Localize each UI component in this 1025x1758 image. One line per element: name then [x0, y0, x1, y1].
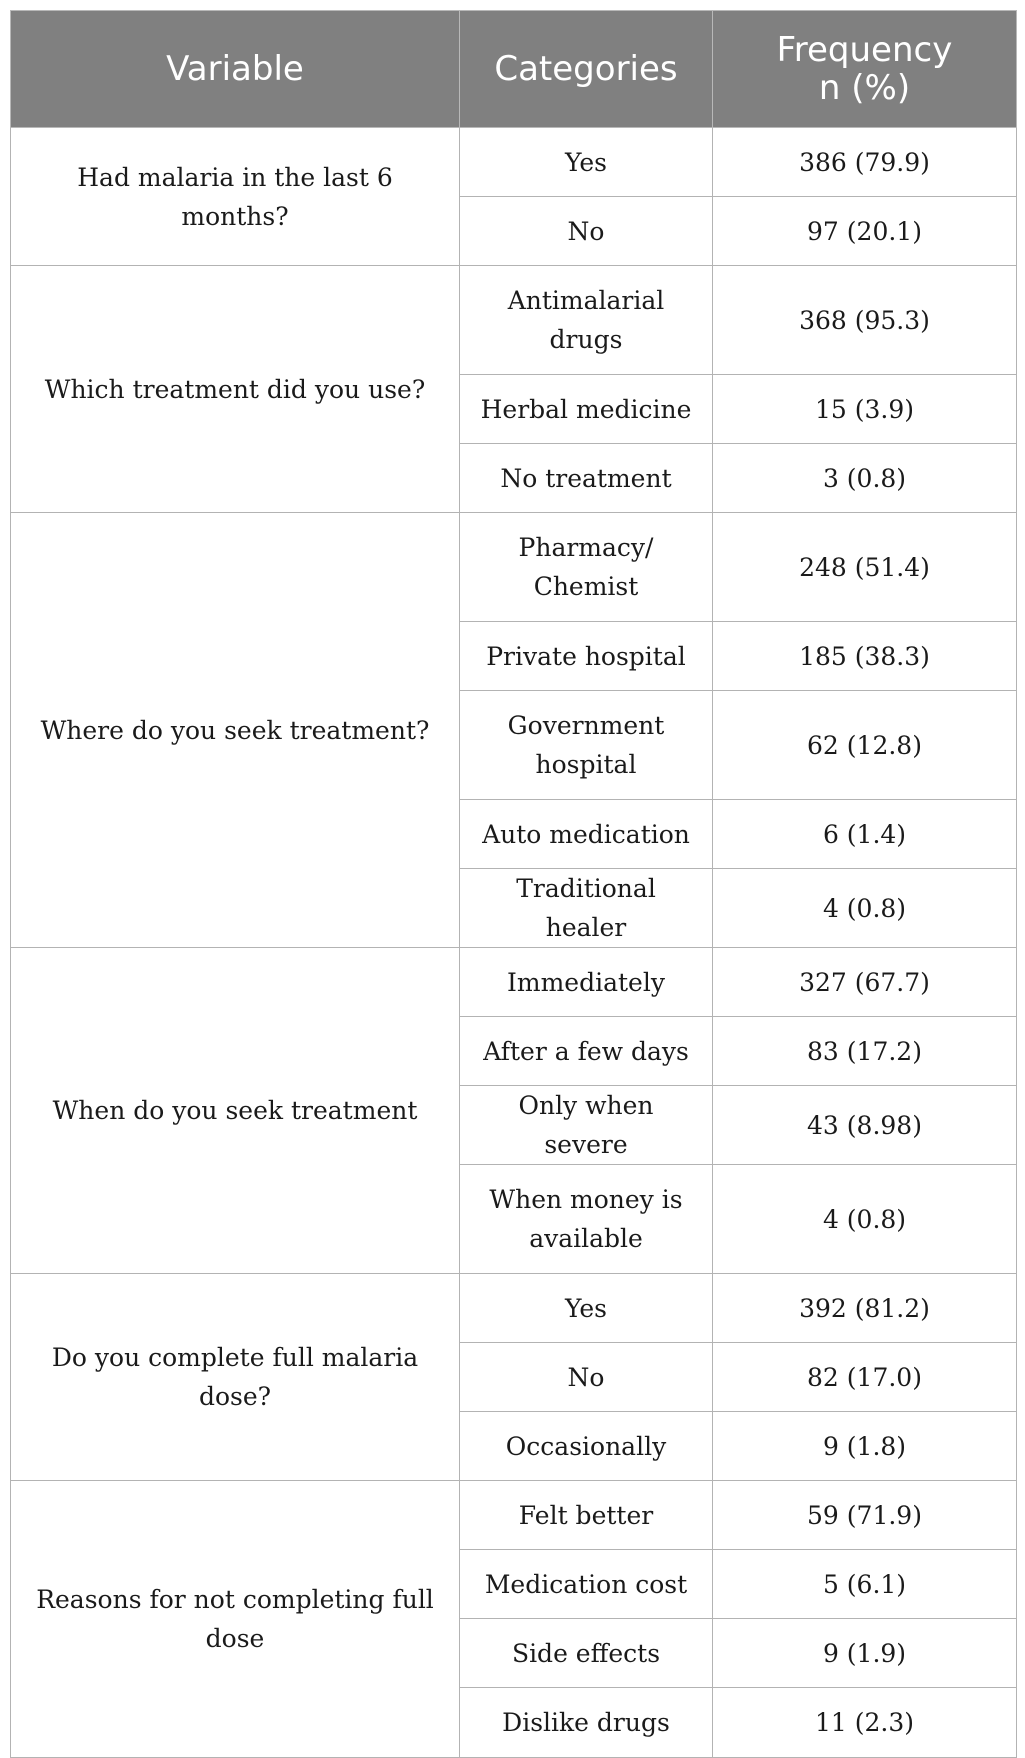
frequency-cell: 5 (6.1): [713, 1550, 1017, 1619]
header-variable: Variable: [11, 11, 460, 128]
table-body: [11, 128, 1017, 1758]
variable-cell: Had malaria in the last 6 months?: [11, 128, 460, 266]
frequency-cell: 368 (95.3): [713, 266, 1017, 375]
category-cell: No: [460, 1343, 713, 1412]
frequency-cell: 15 (3.9): [713, 375, 1017, 444]
category-cell: Herbal medicine: [460, 375, 713, 444]
variable-cell: Where do you seek treatment?: [11, 513, 460, 948]
frequency-cell: 82 (17.0): [713, 1343, 1017, 1412]
variable-cell: Reasons for not completing full dose: [11, 1481, 460, 1758]
frequency-cell: 4 (0.8): [713, 1165, 1017, 1274]
frequency-cell: 327 (67.7): [713, 948, 1017, 1017]
frequency-cell: 4 (0.8): [713, 869, 1017, 948]
category-cell: Side effects: [460, 1619, 713, 1688]
table-row: [11, 266, 1017, 375]
frequency-cell: 386 (79.9): [713, 128, 1017, 197]
table-row: [11, 513, 1017, 622]
frequency-cell: 9 (1.9): [713, 1619, 1017, 1688]
frequency-cell: 392 (81.2): [713, 1274, 1017, 1343]
category-cell: No treatment: [460, 444, 713, 513]
category-cell: Yes: [460, 128, 713, 197]
category-cell: No: [460, 197, 713, 266]
frequency-cell: 43 (8.98): [713, 1086, 1017, 1165]
category-cell: Felt better: [460, 1481, 713, 1550]
category-cell: Medication cost: [460, 1550, 713, 1619]
frequency-cell: 185 (38.3): [713, 622, 1017, 691]
frequency-cell: 248 (51.4): [713, 513, 1017, 622]
table-row: [11, 1481, 1017, 1550]
category-cell: Occasionally: [460, 1412, 713, 1481]
header-row: [11, 11, 1017, 128]
category-cell: Pharmacy/ Chemist: [460, 513, 713, 622]
category-cell: Immediately: [460, 948, 713, 1017]
table-row: [11, 128, 1017, 197]
variable-cell: When do you seek treatment: [11, 948, 460, 1274]
frequency-cell: 6 (1.4): [713, 800, 1017, 869]
category-cell: When money is available: [460, 1165, 713, 1274]
header-frequency: Frequency n (%): [713, 11, 1017, 128]
category-cell: After a few days: [460, 1017, 713, 1086]
header-categories: Categories: [460, 11, 713, 128]
frequency-cell: 11 (2.3): [713, 1688, 1017, 1758]
variable-cell: Which treatment did you use?: [11, 266, 460, 513]
category-cell: Antimalarial drugs: [460, 266, 713, 375]
category-cell: Dislike drugs: [460, 1688, 713, 1758]
category-cell: Auto medication: [460, 800, 713, 869]
frequency-cell: 62 (12.8): [713, 691, 1017, 800]
category-cell: Traditional healer: [460, 869, 713, 948]
frequency-cell: 97 (20.1): [713, 197, 1017, 266]
frequency-cell: 59 (71.9): [713, 1481, 1017, 1550]
frequency-cell: 83 (17.2): [713, 1017, 1017, 1086]
table-row: [11, 1274, 1017, 1343]
category-cell: Private hospital: [460, 622, 713, 691]
frequency-table: [10, 10, 1017, 1758]
variable-cell: Do you complete full malaria dose?: [11, 1274, 460, 1481]
table-row: [11, 948, 1017, 1017]
frequency-cell: 3 (0.8): [713, 444, 1017, 513]
frequency-cell: 9 (1.8): [713, 1412, 1017, 1481]
category-cell: Yes: [460, 1274, 713, 1343]
category-cell: Government hospital: [460, 691, 713, 800]
category-cell: Only when severe: [460, 1086, 713, 1165]
